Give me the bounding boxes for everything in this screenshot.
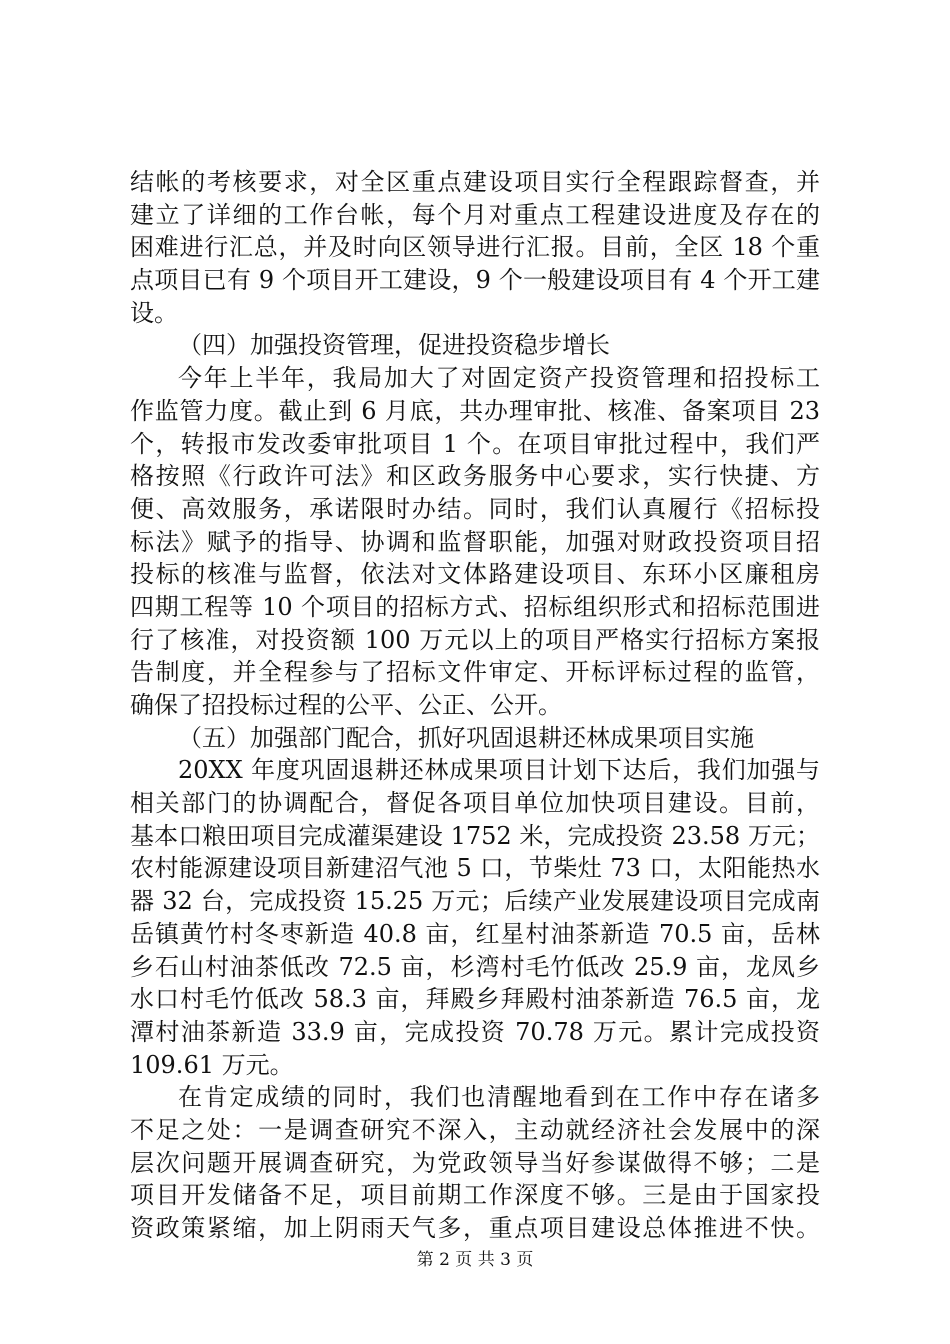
text-line: 点项目已有 9 个项目开工建设，9 个一般建设项目有 4 个开工建 bbox=[130, 266, 820, 295]
text-line: （四）加强投资管理，促进投资稳步增长 bbox=[178, 331, 610, 360]
document-body bbox=[130, 166, 820, 1245]
text-line: 资政策紧缩，加上阴雨天气多，重点项目建设总体推进不快。 bbox=[130, 1214, 820, 1242]
text-line: 投标的核准与监督，依法对文体路建设项目、东环小区廉租房 bbox=[130, 560, 820, 589]
text-line: 今年上半年，我局加大了对固定资产投资管理和招投标工 bbox=[178, 364, 820, 393]
text-line: 109.61 万元。 bbox=[130, 1050, 294, 1079]
text-line: 潭村油茶新造 33.9 亩，完成投资 70.78 万元。累计完成投资 bbox=[130, 1017, 820, 1046]
text-line: 个，转报市发改委审批项目 1 个。在项目审批过程中，我们严 bbox=[130, 429, 820, 458]
text-line: 农村能源建设项目新建沼气池 5 口，节柴灶 73 口，太阳能热水 bbox=[130, 854, 820, 883]
text-line: 四期工程等 10 个项目的招标方式、招标组织形式和招标范围进 bbox=[130, 592, 820, 621]
text-line: 在肯定成绩的同时，我们也清醒地看到在工作中存在诸多 bbox=[178, 1083, 820, 1112]
page-footer: 第 2 页 共 3 页 bbox=[416, 1250, 534, 1270]
text-line: 标法》赋予的指导、协调和监督职能，加强对财政投资项目招 bbox=[130, 527, 820, 556]
text-line: 告制度，并全程参与了招标文件审定、开标评标过程的监管， bbox=[130, 658, 820, 687]
text-line: 水口村毛竹低改 58.3 亩，拜殿乡拜殿村油茶新造 76.5 亩，龙 bbox=[130, 985, 820, 1014]
text-line: 便、高效服务，承诺限时办结。同时，我们认真履行《招标投 bbox=[130, 494, 820, 523]
text-line: 确保了招投标过程的公平、公正、公开。 bbox=[130, 691, 562, 719]
text-line: 设。 bbox=[130, 298, 178, 327]
text-line: 基本口粮田项目完成灌渠建设 1752 米，完成投资 23.58 万元； bbox=[130, 821, 820, 850]
text-line: 项目开发储备不足，项目前期工作深度不够。三是由于国家投 bbox=[130, 1181, 820, 1210]
text-line: 困难进行汇总，并及时向区领导进行汇报。目前，全区 18 个重 bbox=[130, 233, 820, 262]
text-line: 不足之处：一是调查研究不深入，主动就经济社会发展中的深 bbox=[130, 1115, 820, 1144]
text-line: 建立了详细的工作台帐，每个月对重点工程建设进度及存在的 bbox=[130, 200, 820, 229]
text-line: 作监管力度。截止到 6 月底，共办理审批、核准、备案项目 23 bbox=[130, 396, 820, 425]
text-line: 结帐的考核要求，对全区重点建设项目实行全程跟踪督查，并 bbox=[130, 168, 820, 196]
text-line: 20XX 年度巩固退耕还林成果项目计划下达后，我们加强与 bbox=[178, 756, 820, 785]
text-line: 层次问题开展调查研究，为党政领导当好参谋做得不够；二是 bbox=[130, 1148, 820, 1177]
text-line: 行了核准，对投资额 100 万元以上的项目严格实行招标方案报 bbox=[130, 625, 820, 654]
text-line: 相关部门的协调配合，督促各项目单位加快项目建设。目前， bbox=[130, 789, 820, 818]
text-line: 乡石山村油茶低改 72.5 亩，杉湾村毛竹低改 25.9 亩，龙凤乡 bbox=[130, 952, 820, 981]
text-line: 格按照《行政许可法》和区政务服务中心要求，实行快捷、方 bbox=[130, 462, 820, 491]
text-line: （五）加强部门配合，抓好巩固退耕还林成果项目实施 bbox=[178, 723, 754, 752]
text-line: 岳镇黄竹村冬枣新造 40.8 亩，红星村油茶新造 70.5 亩，岳林 bbox=[130, 919, 820, 948]
text-line: 器 32 台，完成投资 15.25 万元；后续产业发展建设项目完成南 bbox=[130, 887, 820, 916]
